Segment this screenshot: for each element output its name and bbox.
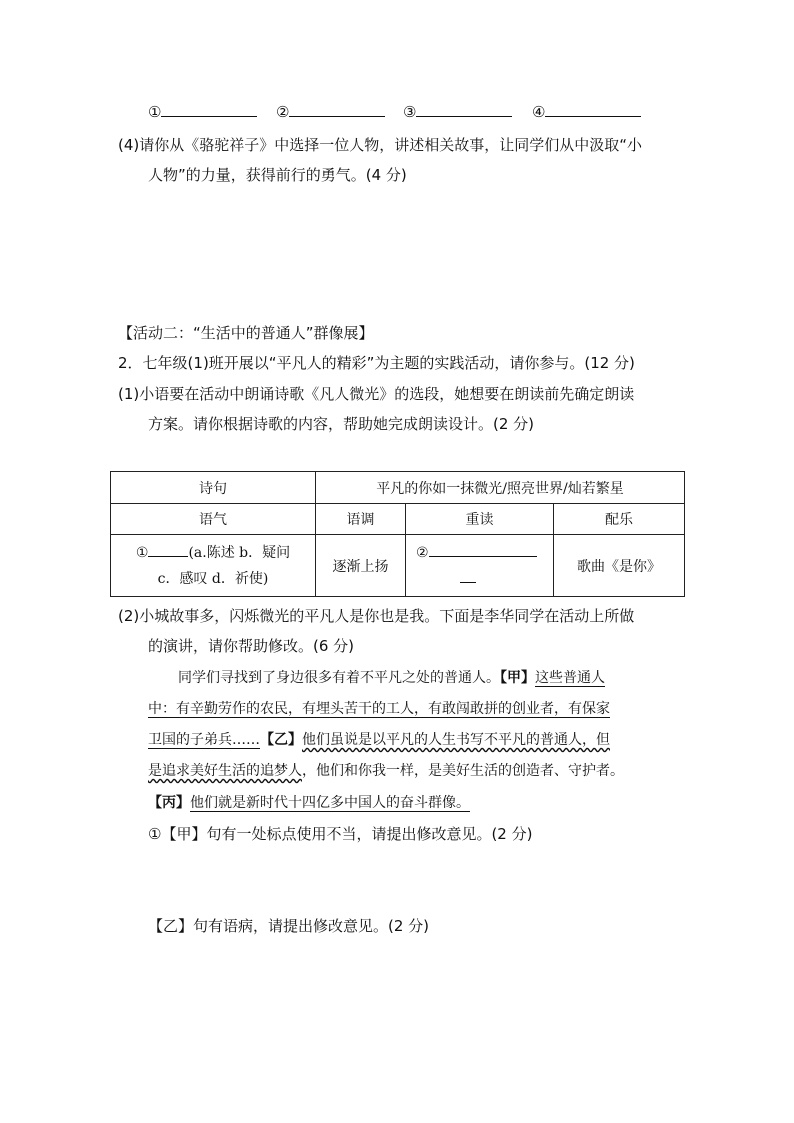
tone-marker: ① bbox=[135, 544, 149, 561]
speech-line4 bbox=[148, 760, 624, 780]
blank-2-marker: ② bbox=[276, 103, 290, 121]
blank-1-line[interactable] bbox=[161, 102, 257, 117]
sentence-jia-start: 这些普通人 bbox=[535, 670, 605, 686]
tone-header: 语气 bbox=[111, 504, 316, 535]
speech-line5 bbox=[148, 792, 470, 812]
blank-2-line[interactable] bbox=[289, 102, 385, 117]
sub2-line1: (2)小城故事多，闪烁微光的平凡人是你也是我。下面是李华同学在活动上所做 bbox=[118, 607, 635, 625]
reading-design-table bbox=[110, 471, 685, 597]
stress-marker: ② bbox=[416, 544, 429, 561]
blank-4-line[interactable] bbox=[545, 102, 641, 117]
intonation-value: 逐渐上扬 bbox=[316, 535, 406, 597]
blank-3-marker: ③ bbox=[403, 103, 417, 121]
sub1-line1: (1)小语要在活动中朗诵诗歌《凡人微光》的选段，她想要在朗读前先确定朗读 bbox=[118, 385, 635, 403]
intonation-header: 语调 bbox=[316, 504, 406, 535]
sentence-yi-end: 是追求美好生活的追梦人 bbox=[148, 763, 302, 779]
music-header: 配乐 bbox=[554, 504, 685, 535]
speech-intro: 同学们寻找到了身边很多有着不平凡之处的普通人。 bbox=[178, 670, 500, 686]
tone-options-line1: (a.陈述 b．疑问 bbox=[188, 544, 291, 561]
stress-header: 重读 bbox=[406, 504, 554, 535]
speech-continuation: ，他们和你我一样，是美好生活的创造者、守护者。 bbox=[302, 763, 624, 779]
stress-answer-cell[interactable] bbox=[406, 535, 554, 597]
tag-bing: 【丙】 bbox=[148, 795, 190, 811]
blank-3-line[interactable] bbox=[416, 102, 512, 117]
sub1-line2: 方案。请你根据诗歌的内容，帮助她完成朗读设计。(2 分) bbox=[148, 415, 535, 433]
sentence-bing: 他们就是新时代十四亿多中国人的奋斗群像。 bbox=[190, 795, 470, 811]
tone-options-line2: c．感叹 d．祈使) bbox=[157, 570, 269, 587]
q2-intro: 2．七年级(1)班开展以“平凡人的精彩”为主题的实践活动，请你参与。(12 分) bbox=[118, 354, 635, 372]
music-value: 歌曲《是你》 bbox=[554, 535, 685, 597]
speech-line1 bbox=[178, 667, 605, 687]
tag-jia: 【甲】 bbox=[500, 670, 535, 686]
poem-text-cell: 平凡的你如一抹微光/照亮世界/灿若繁星 bbox=[316, 472, 685, 504]
q4-line1: (4)请你从《骆驼祥子》中选择一位人物，讲述相关故事，让同学们从中汲取“小 bbox=[118, 136, 643, 154]
sentence-yi-start: 他们虽说是以平凡的人生书写不平凡的普通人，但 bbox=[302, 732, 610, 748]
blank-1[interactable] bbox=[148, 102, 257, 121]
blank-3[interactable] bbox=[403, 102, 512, 121]
tone-answer-line[interactable] bbox=[148, 542, 188, 557]
tag-yi: 【乙】 bbox=[260, 732, 302, 748]
question-yi: 【乙】句有语病，请提出修改意见。(2 分) bbox=[148, 917, 430, 935]
stress-answer-line[interactable] bbox=[429, 542, 537, 557]
speech-line2 bbox=[148, 698, 610, 718]
blank-4-marker: ④ bbox=[532, 103, 546, 121]
poem-header-cell: 诗句 bbox=[111, 472, 316, 504]
sentence-jia-end: 卫国的子弟兵…… bbox=[148, 732, 260, 748]
blank-1-marker: ① bbox=[148, 103, 162, 121]
blank-2[interactable] bbox=[276, 102, 385, 121]
sub2-line2: 的演讲，请你帮助修改。(6 分) bbox=[148, 637, 355, 655]
question-jia: ①【甲】句有一处标点使用不当，请提出修改意见。(2 分) bbox=[148, 825, 533, 843]
q4-line2: 人物”的力量，获得前行的勇气。(4 分) bbox=[148, 166, 407, 184]
activity2-heading: 【活动二：“生活中的普通人”群像展】 bbox=[118, 324, 374, 342]
tone-answer-cell[interactable] bbox=[111, 535, 316, 597]
blank-4[interactable] bbox=[532, 102, 641, 121]
sentence-jia-middle: 中：有辛勤劳作的农民，有埋头苦干的工人，有敢闯敢拼的创业者，有保家 bbox=[148, 701, 610, 717]
stress-answer-line-end[interactable] bbox=[460, 568, 476, 583]
speech-line3 bbox=[148, 729, 610, 749]
